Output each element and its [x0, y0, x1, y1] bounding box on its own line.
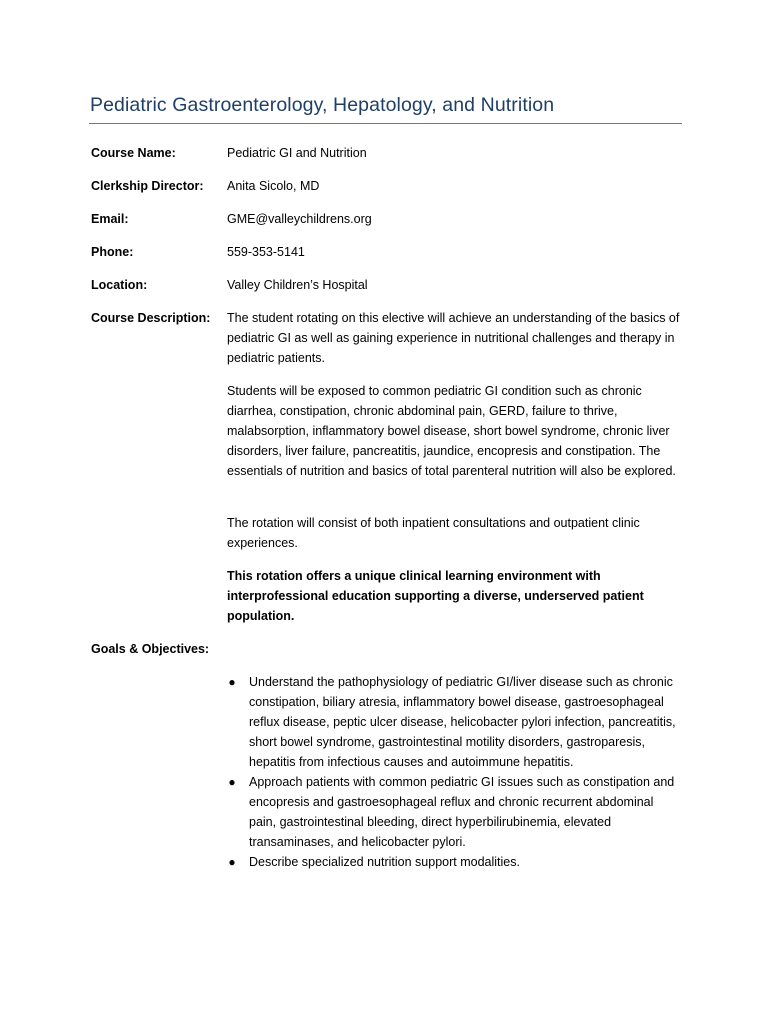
description-highlight: [227, 566, 682, 626]
course-name-label: Course Name:: [91, 146, 176, 160]
course-description-label: Course Description:: [91, 311, 211, 325]
description-paragraph-2: [227, 381, 682, 481]
course-name-value: Pediatric GI and Nutrition: [227, 146, 367, 160]
bullet-icon: ●: [228, 775, 236, 789]
location-value: Valley Children’s Hospital: [227, 278, 368, 292]
bullet-icon: ●: [228, 855, 236, 869]
description-text-3: The rotation will consist of both inpatient consultations and outpatient clinic experiences.: [227, 516, 640, 550]
goals-list: [227, 672, 682, 872]
goal-item: [227, 672, 682, 772]
goals-label: Goals & Objectives:: [91, 642, 210, 656]
phone-label: Phone:: [91, 245, 134, 259]
location-label: Location:: [91, 278, 148, 292]
title-underline: [89, 123, 682, 124]
description-paragraph-1: [227, 308, 682, 368]
document-title: Pediatric Gastroenterology, Hepatology, and Nutrition: [90, 94, 555, 116]
goal-item: [227, 772, 682, 852]
description-text-1: The student rotating on this elective will achieve an understanding of the basics of pediatric GI as well as gaining experience in nutritional challenges and therapy in pediatric patients.: [227, 311, 680, 365]
bullet-icon: ●: [228, 675, 236, 689]
phone-value: 559-353-5141: [227, 245, 305, 259]
email-label: Email:: [91, 212, 129, 226]
director-value: Anita Sicolo, MD: [227, 179, 320, 193]
director-label: Clerkship Director:: [91, 179, 204, 193]
goal-text: Describe specialized nutrition support modalities.: [249, 855, 520, 869]
description-paragraph-3: [227, 513, 682, 553]
goal-text: Approach patients with common pediatric GI issues such as constipation and encopresis and gastroesophageal reflux and chronic recurrent abdominal pain, gastrointestinal bleeding, direct hyperbilirubinemia, elevated transaminases, and helicobacter pylori.: [249, 775, 675, 849]
description-text-2: Students will be exposed to common pediatric GI condition such as chronic diarrhea, constipation, chronic abdominal pain, GERD, failure to thrive, malabsorption, inflammatory bowel disease, short bowel syndrome, chronic liver disorders, liver failure, pancreatitis, jaundice, encopresis and constipation. The essentials of nutrition and basics of total parenteral nutrition will also be explored.: [227, 384, 676, 478]
goal-text: Understand the pathophysiology of pediatric GI/liver disease such as chronic constipation, biliary atresia, inflammatory bowel disease, gastroesophageal reflux disease, peptic ulcer disease, helicobacter pylori infection, pancreatitis, short bowel syndrome, gastrointestinal motility disorders, gastroparesis, hepatitis from infectious causes and autoimmune hepatitis.: [249, 675, 676, 769]
goal-item: [227, 852, 682, 872]
description-highlight-text: This rotation offers a unique clinical learning environment with interprofessional education supporting a diverse, underserved patient population.: [227, 569, 644, 623]
email-value: GME@valleychildrens.org: [227, 212, 372, 226]
